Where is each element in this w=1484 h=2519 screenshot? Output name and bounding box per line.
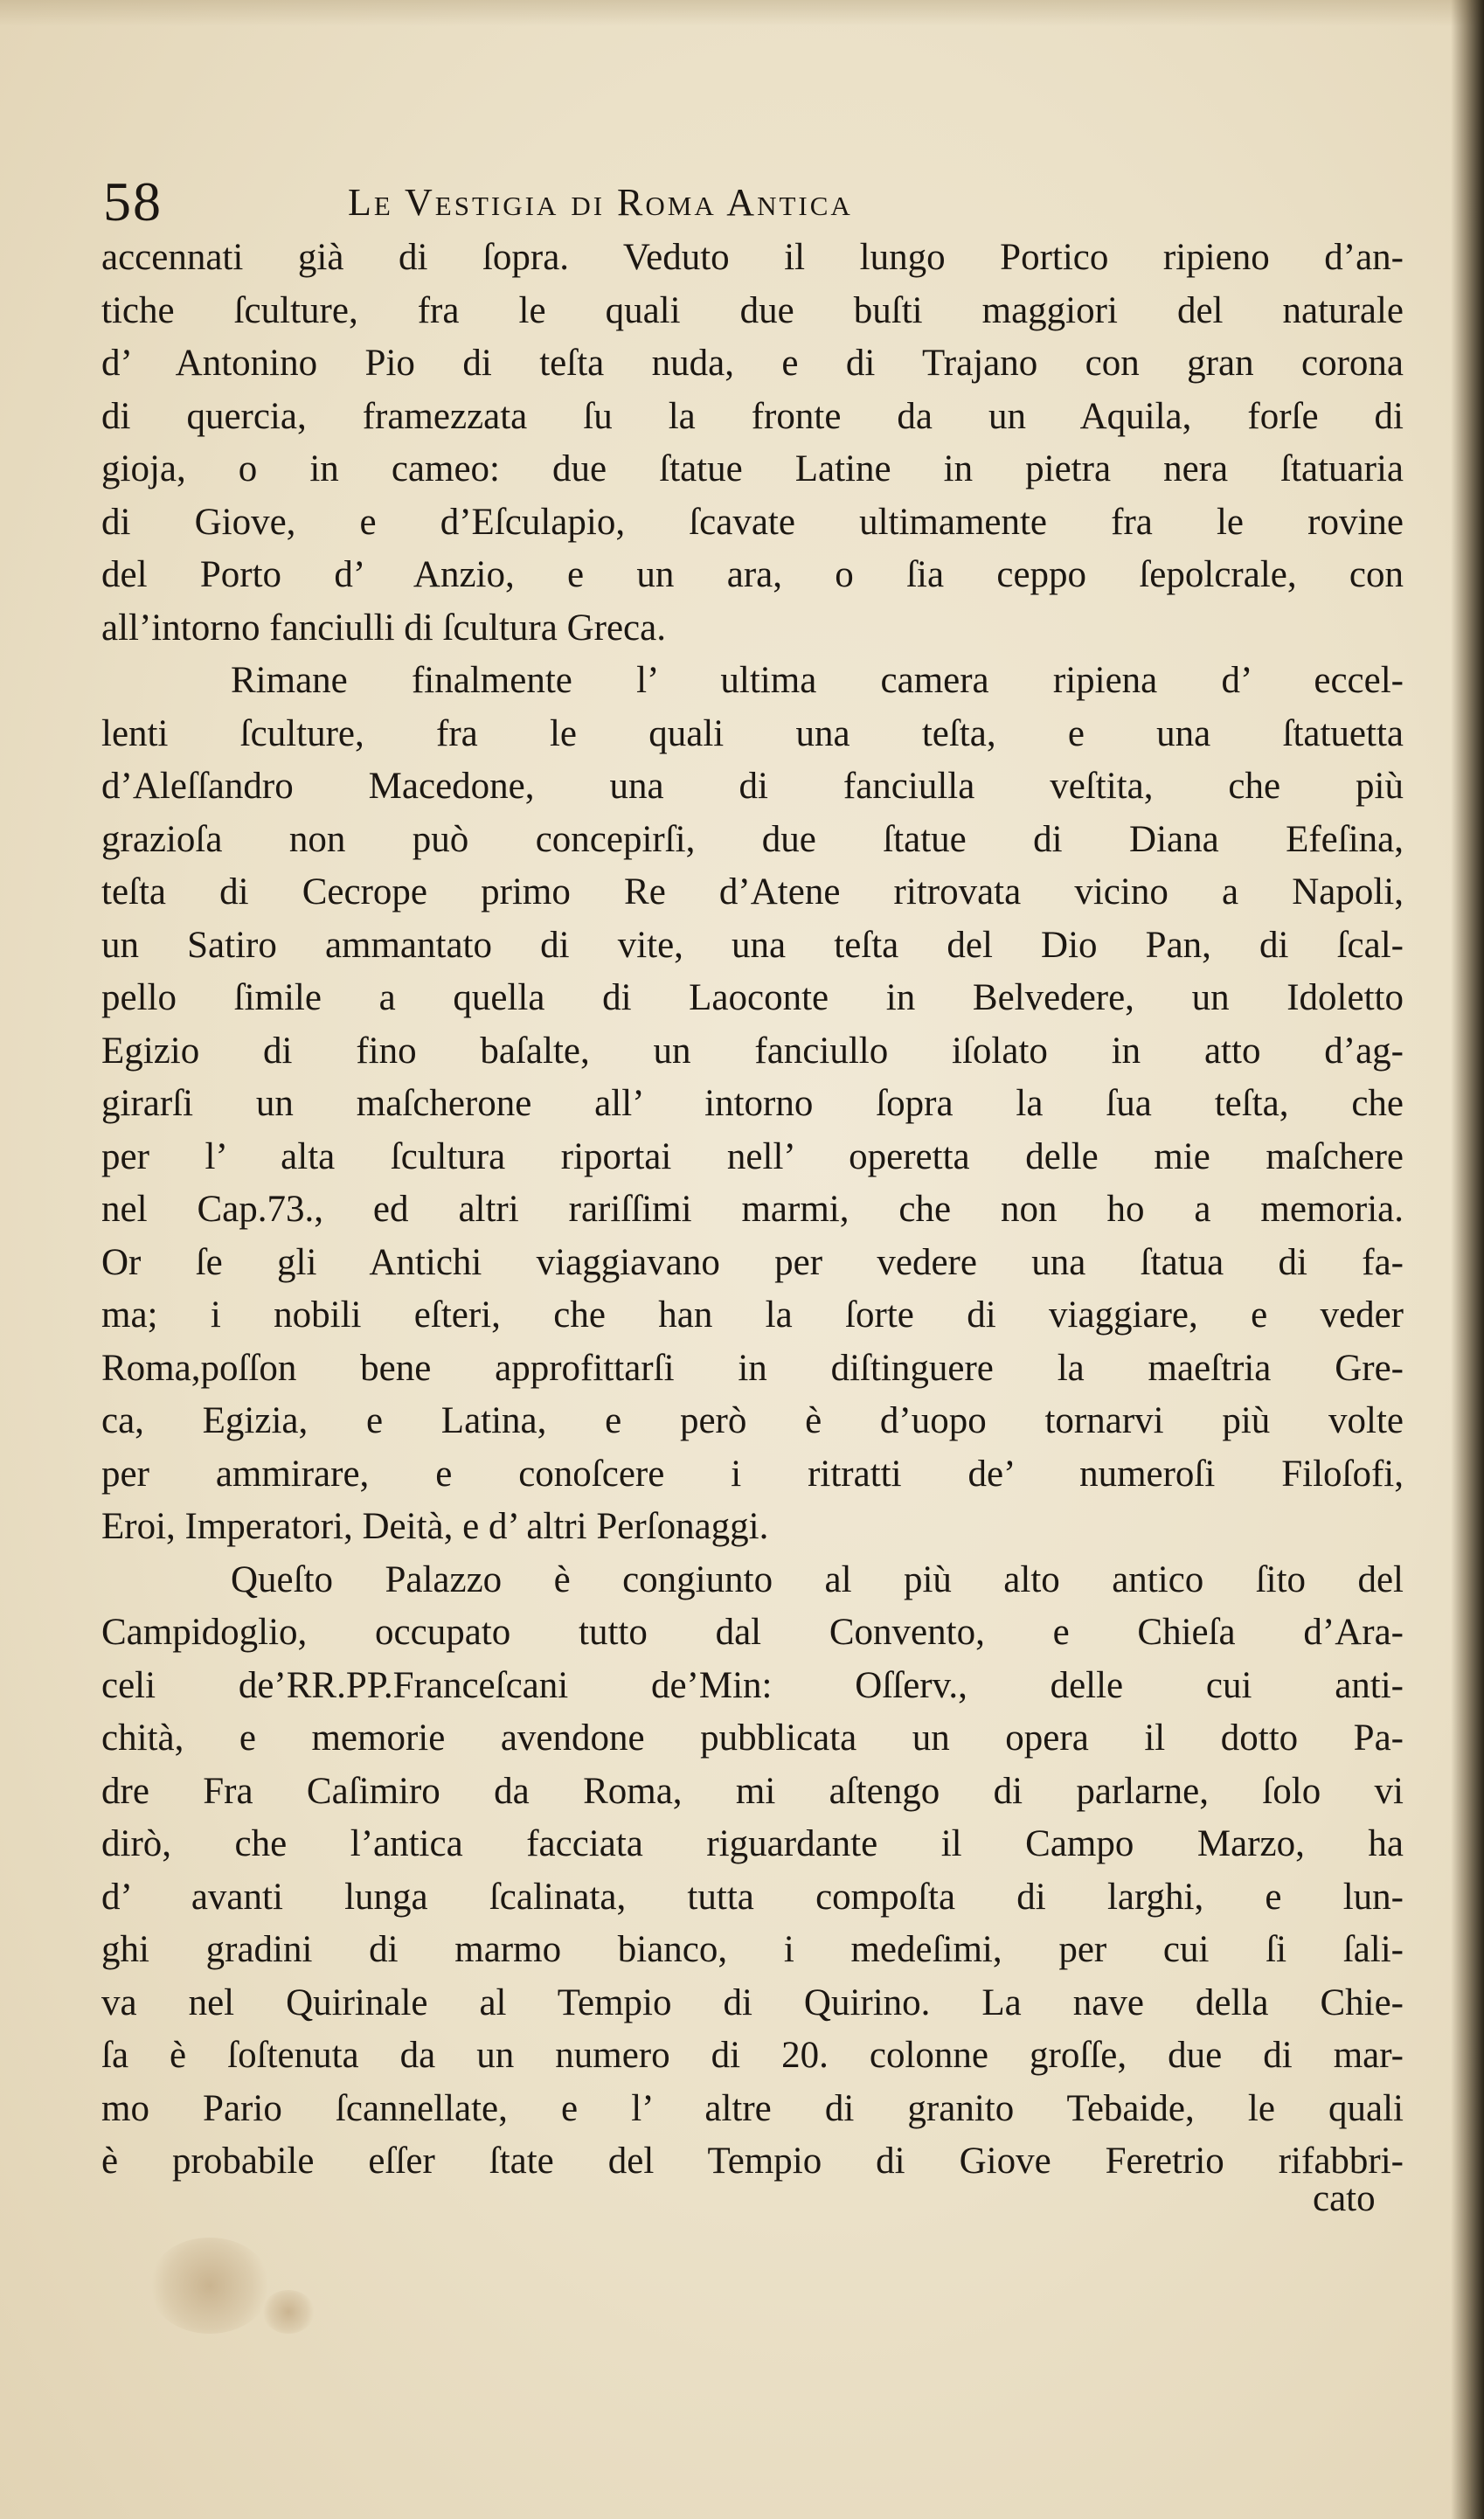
page-number: 58 [103, 170, 163, 232]
text-line: per ammirare, e conoſcere i ritratti de’ numeroſi Filoſofi, [101, 1453, 1404, 1495]
text-line: tiche ſculture, fra le quali due buſti maggiori del naturale [101, 289, 1404, 331]
text-line: Campidoglio, occupato tutto dal Convento, e Chieſa d’Ara- [101, 1612, 1404, 1653]
text-line: di Giove, e d’Eſculapio, ſcavate ultimamente fra le rovine [101, 501, 1404, 543]
text-line: nel Cap.73., ed altri rariſſimi marmi, che non ho a memoria. [101, 1189, 1404, 1230]
text-line: di quercia, framezzata ſu la fronte da un Aquila, forſe di [101, 395, 1404, 437]
catchword: cato [1313, 2178, 1376, 2219]
text-line: gioja, o in cameo: due ſtatue Latine in pietra nera ſtatuaria [101, 448, 1404, 489]
text-line: per l’ alta ſcultura riportai nell’ operetta delle mie maſchere [101, 1135, 1404, 1177]
foxing-stain [149, 2238, 271, 2334]
text-line: dre Fra Caſimiro da Roma, mi aſtengo di parlarne, ſolo vi [101, 1770, 1404, 1812]
text-line: Eroi, Imperatori, Deità, e d’ altri Perſonaggi. [101, 1506, 769, 1547]
text-line: d’Aleſſandro Macedone, una di fanciulla veſtita, che più [101, 766, 1404, 807]
text-line: d’ Antonino Pio di teſta nuda, e di Trajano con gran corona [101, 343, 1404, 384]
text-line: teſta di Cecrope primo Re d’Atene ritrovata vicino a Napoli, [101, 871, 1404, 913]
foxing-stain-small [262, 2290, 315, 2334]
text-line: ma; i nobili eſteri, che han la ſorte di viaggiare, e veder [101, 1294, 1404, 1336]
text-line: Egizio di fino baſalte, un fanciullo iſolato in atto d’ag- [101, 1030, 1404, 1072]
text-line: Or ſe gli Antichi viaggiavano per vedere una ſtatua di fa- [101, 1241, 1404, 1283]
text-line: celi de’RR.PP.Franceſcani de’Min: Oſſerv., delle cui anti- [101, 1664, 1404, 1706]
running-title: Le Vestigia di Roma Antica [348, 181, 853, 224]
text-line: ſa è ſoſtenuta da un numero di 20. colonne groſſe, due di mar- [101, 2035, 1404, 2076]
body-text [101, 232, 1404, 2189]
text-line: va nel Quirinale al Tempio di Quirino. La nave della Chie- [101, 1981, 1404, 2023]
text-line: girarſi un maſcherone all’ intorno ſopra la ſua teſta, che [101, 1083, 1404, 1124]
page-gutter-shadow [1451, 0, 1484, 2519]
text-line: dirò, che l’antica facciata riguardante il Campo Marzo, ha [101, 1823, 1404, 1864]
paragraph-start-line: Queſto Palazzo è congiunto al più alto antico ſito del [231, 1558, 1404, 1600]
running-header [103, 168, 1134, 236]
text-line: ghi gradini di marmo bianco, i medeſimi, per cui ſi ſali- [101, 1929, 1404, 1970]
text-line: all’intorno fanciulli di ſcultura Greca. [101, 607, 666, 649]
text-line: pello ſimile a quella di Laoconte in Belvedere, un Idoletto [101, 977, 1404, 1018]
text-line: Roma,poſſon bene approfittarſi in diſtinguere la maeſtria Gre- [101, 1347, 1404, 1389]
text-line: chità, e memorie avendone pubblicata un opera il dotto Pa- [101, 1718, 1404, 1759]
text-line: lenti ſculture, fra le quali una teſta, e una ſtatuetta [101, 712, 1404, 754]
text-line: un Satiro ammantato di vite, una teſta del Dio Pan, di ſcal- [101, 924, 1404, 966]
page-top-shadow [0, 0, 1484, 26]
text-line: è probabile eſſer ſtate del Tempio di Giove Feretrio rifabbri- [101, 2141, 1404, 2182]
text-line: grazioſa non può concepirſi, due ſtatue di Diana Efeſina, [101, 818, 1404, 860]
text-line: d’ avanti lunga ſcalinata, tutta compoſta di larghi, e lun- [101, 1876, 1404, 1918]
paragraph-start-line: Rimane finalmente l’ ultima camera ripiena d’ eccel- [231, 660, 1404, 701]
text-line: accennati già di ſopra. Veduto il lungo Portico ripieno d’an- [101, 237, 1404, 278]
text-line: del Porto d’ Anzio, e un ara, o ſia ceppo ſepolcrale, con [101, 554, 1404, 595]
text-line: ca, Egizia, e Latina, e però è d’uopo tornarvi più volte [101, 1400, 1404, 1441]
text-line: mo Pario ſcannellate, e l’ altre di granito Tebaide, le quali [101, 2087, 1404, 2129]
